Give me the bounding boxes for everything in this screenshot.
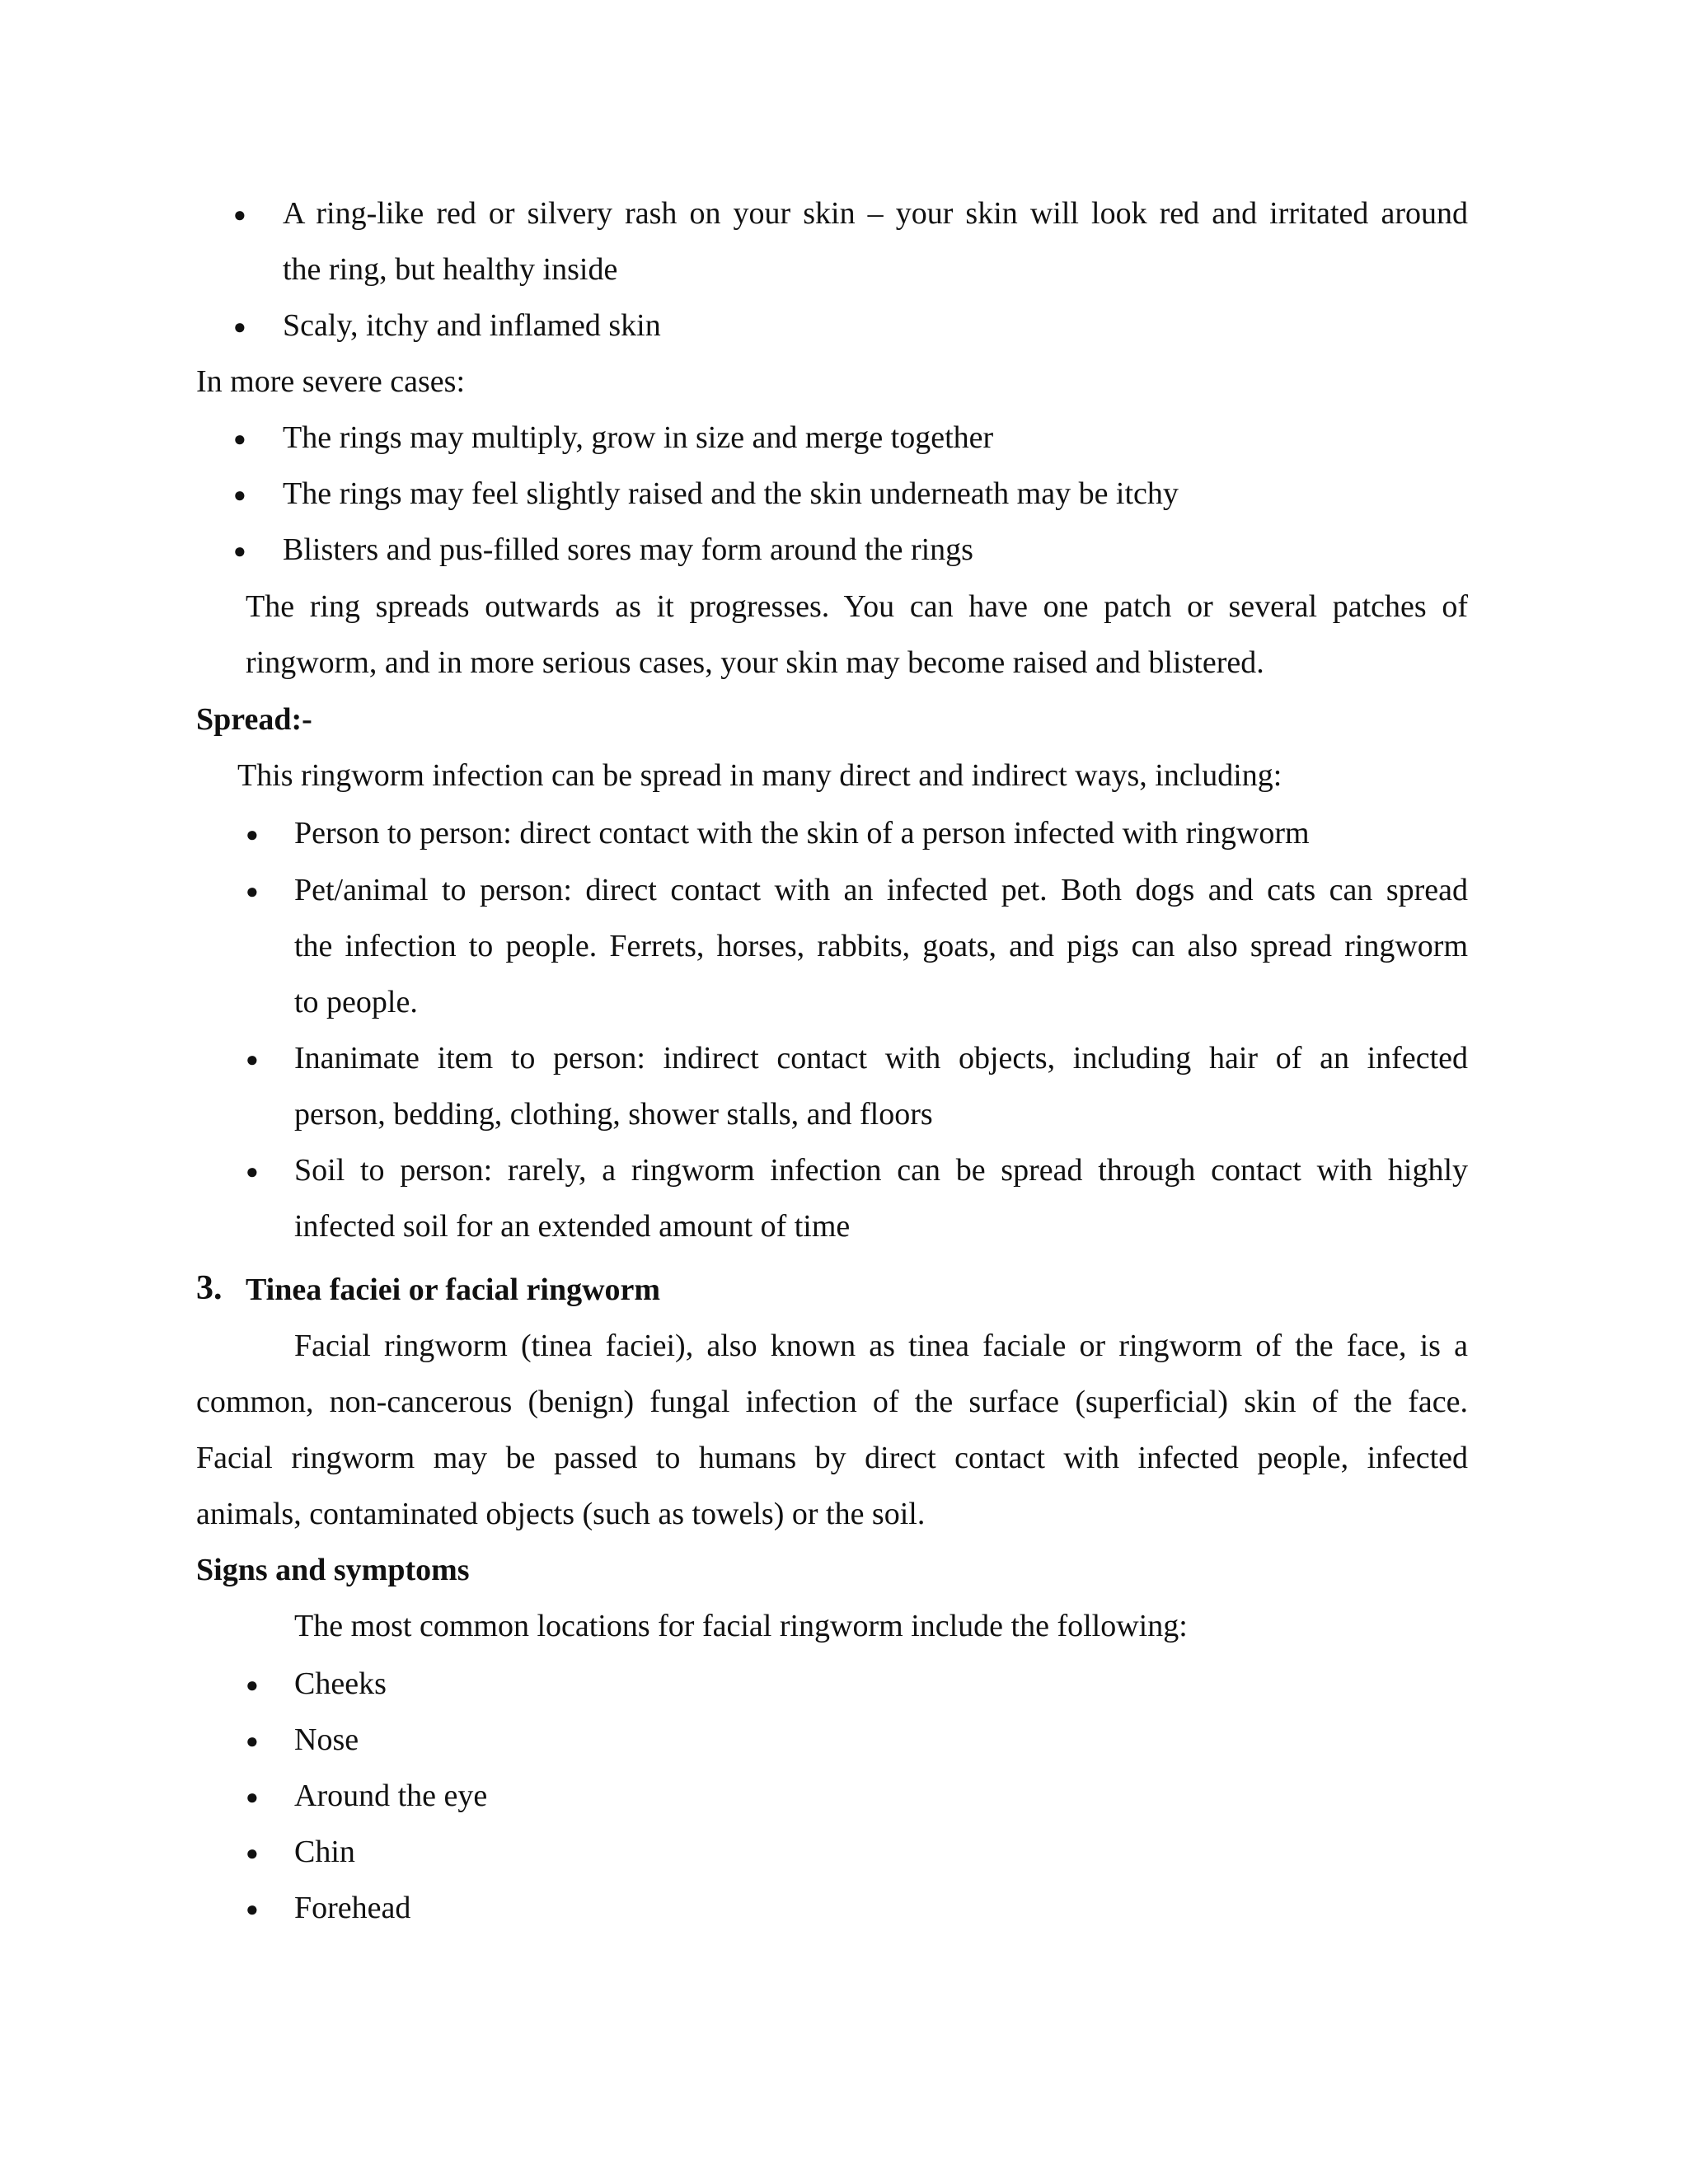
- paragraph-text: The ring spreads outwards as it progresses. You can have one patch or several patches of: [246, 589, 1468, 624]
- list-item-text-continued: the infection to people. Ferrets, horses, rabbits, goats, and pigs can also spread ringworm: [294, 929, 1468, 963]
- paragraph-text: Facial ringworm may be passed to humans by direct contact with infected people, infected: [196, 1441, 1468, 1475]
- list-item-text: Person to person: direct contact with the skin of a person infected with ringworm: [294, 816, 1310, 851]
- list-item-text-continued: the ring, but healthy inside: [283, 252, 618, 287]
- bullet-icon: ●: [233, 315, 246, 339]
- bullet-icon: ●: [246, 1729, 259, 1753]
- list-item-text: Nose: [294, 1722, 359, 1757]
- list-item-text: Blisters and pus-filled sores may form around the rings: [283, 532, 973, 567]
- list-item-text: The rings may multiply, grow in size and merge together: [283, 420, 994, 455]
- bullet-icon: ●: [233, 203, 246, 227]
- paragraph-text: ringworm, and in more serious cases, your skin may become raised and blistered.: [246, 645, 1264, 680]
- section-heading-spread: Spread:-: [196, 702, 312, 737]
- list-item-text: The rings may feel slightly raised and the skin underneath may be itchy: [283, 476, 1179, 511]
- list-item-text-continued: to people.: [294, 985, 418, 1019]
- bullet-icon: ●: [246, 879, 259, 903]
- paragraph-text: animals, contaminated objects (such as towels) or the soil.: [196, 1497, 926, 1531]
- bullet-icon: ●: [233, 539, 246, 563]
- list-item-text-continued: infected soil for an extended amount of time: [294, 1209, 851, 1244]
- bullet-icon: ●: [246, 1897, 259, 1921]
- list-item-text: Inanimate item to person: indirect contact with objects, including hair of an infected: [294, 1041, 1468, 1076]
- section-number: 3.: [196, 1269, 223, 1307]
- list-item-text: Chin: [294, 1835, 355, 1869]
- list-item-text: Around the eye: [294, 1779, 488, 1813]
- bullet-icon: ●: [246, 1785, 259, 1809]
- paragraph-text: This ringworm infection can be spread in many direct and indirect ways, including:: [237, 758, 1282, 793]
- bullet-icon: ●: [233, 483, 246, 507]
- list-item-text: A ring-like red or silvery rash on your skin – your skin will look red and irritated around: [283, 196, 1468, 231]
- paragraph-text: common, non-cancerous (benign) fungal infection of the surface (superficial) skin of the face.: [196, 1385, 1468, 1419]
- bullet-icon: ●: [233, 427, 246, 451]
- bullet-icon: ●: [246, 1673, 259, 1697]
- bullet-icon: ●: [246, 1047, 259, 1071]
- list-item-text: Cheeks: [294, 1666, 387, 1701]
- list-item-text-continued: person, bedding, clothing, shower stalls, and floors: [294, 1097, 933, 1132]
- bullet-icon: ●: [246, 1160, 259, 1183]
- bullet-icon: ●: [246, 1841, 259, 1865]
- paragraph-text: The most common locations for facial ringworm include the following:: [294, 1609, 1188, 1643]
- paragraph-text: Facial ringworm (tinea faciei), also known as tinea faciale or ringworm of the face, is a: [294, 1329, 1468, 1363]
- list-item-text: Forehead: [294, 1891, 411, 1925]
- paragraph-text: In more severe cases:: [196, 364, 466, 399]
- section-heading-signs: Signs and symptoms: [196, 1553, 470, 1587]
- list-item-text: Pet/animal to person: direct contact with an infected pet. Both dogs and cats can spread: [294, 873, 1468, 907]
- section-title: Tinea faciei or facial ringworm: [246, 1272, 661, 1307]
- list-item-text: Scaly, itchy and inflamed skin: [283, 308, 661, 343]
- bullet-icon: ●: [246, 823, 259, 846]
- list-item-text: Soil to person: rarely, a ringworm infection can be spread through contact with highly: [294, 1153, 1468, 1188]
